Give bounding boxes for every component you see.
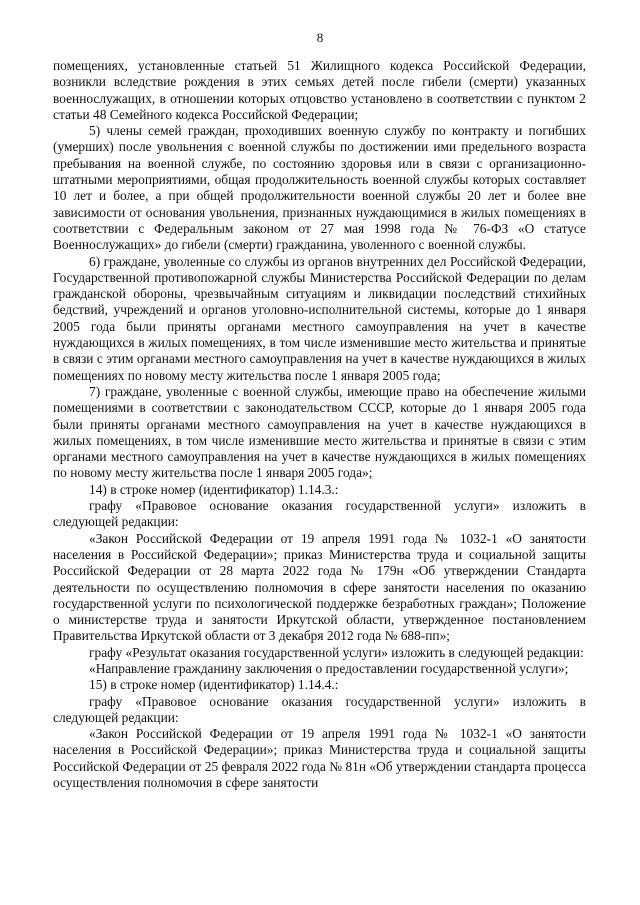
paragraph: 15) в строке номер (идентификатор) 1.14.4.: (89, 677, 339, 693)
paragraph: 6) граждане, уволенные со службы из органов внутренних дел Российской Федерации, Государственной противопожарной службы Министерства Российской Федерации по делам гражданской обороны, чрезвычайным ситуациям и ликвидации последствий стихийных бедствий, учреждений и органов уголовно-исполнительной системы, которые до 1 января 2005 года были приняты органами местного самоуправления на учет в качестве нуждающихся в жилых помещениях, в том числе изменившие место жительства и принятые в связи с этим органами местного самоуправления на учет в качестве нуждающихся в жилых помещениях по новому месту жительства после 1 января 2005 года; (53, 253, 586, 383)
paragraph: помещениях, установленные статьей 51 Жилищного кодекса Российской Федерации, возникли вследствие рождения в этих семьях детей после гибели (смерти) указанных военнослужащих, в отношении которых отцовство установлено в соответствии с пунктом 2 статьи 48 Семейного кодекса Российской Федерации; (53, 58, 586, 122)
paragraph: 14) в строке номер (идентификатор) 1.14.3.: (89, 481, 339, 497)
paragraph: 5) члены семей граждан, проходивших военную службу по контракту и погибших (умерших) после увольнения с военной службы по достижении ими предельного возраста пребывания на военной службе, по состоянию здоровья или в связи с организационно- штатными мероприятиями, общая продолжительность военной службы которых составляет 10 лет и более, а при общей продолжительности военной службы 20 лет и более вне зависимости от основания увольнения, признанных нуждающимися в жилых помещениях в соответствии с Федеральным законом от 27 мая 1998 года № 76-ФЗ «О статусе Военнослужащих» до гибели (смерти) гражданина, уволенного с военной службы. (53, 123, 586, 253)
paragraph: «Направление гражданину заключения о предоставлении государственной услуги»; (89, 660, 569, 676)
paragraph: графу «Результат оказания государственной услуги» изложить в следующей редакции: (89, 644, 584, 660)
paragraph: «Закон Российской Федерации от 19 апреля 1991 года № 1032-1 «О занятости населения в Российской Федерации»; приказ Министерства труда и социальной защиты Российской Федерации от 25 февраля 2022 года № 81н «Об утверждении стандарта процесса осуществления полномочия в сфере занятости (53, 726, 586, 791)
paragraph: графу «Правовое основание оказания государственной услуги» изложить в следующей редакции: (53, 498, 586, 530)
paragraph: графу «Правовое основание оказания государственной услуги» изложить в следующей редакции: (53, 693, 586, 725)
document-body (53, 58, 586, 791)
paragraph: «Закон Российской Федерации от 19 апреля 1991 года № 1032-1 «О занятости населения в Российской Федерации»; приказ Министерства труда и социальной защиты Российской Федерации от 28 марта 2022 года № 179н «Об утверждении Стандарта деятельности по осуществлению полномочия в сфере занятости населения по оказанию государственной услуги по психологической поддержке безработных граждан»; Положение о министерстве труда и занятости Иркутской области, утвержденное постановлением Правительства Иркутской области от 3 декабря 2012 года № 688-пп»; (53, 530, 586, 644)
paragraph: 7) граждане, уволенные с военной службы, имеющие право на обеспечение жилыми помещениями в соответствии с законодательством СССР, которые до 1 января 2005 года были приняты органами местного самоуправления на учет в качестве нуждающихся в жилых помещениях, в том числе изменившие место жительства и принятые в связи с этим органами местного самоуправления на учет в качестве нуждающихся в жилых помещениях по новому месту жительства после 1 января 2005 года»; (53, 383, 586, 481)
page-number: 8 (316, 30, 324, 45)
